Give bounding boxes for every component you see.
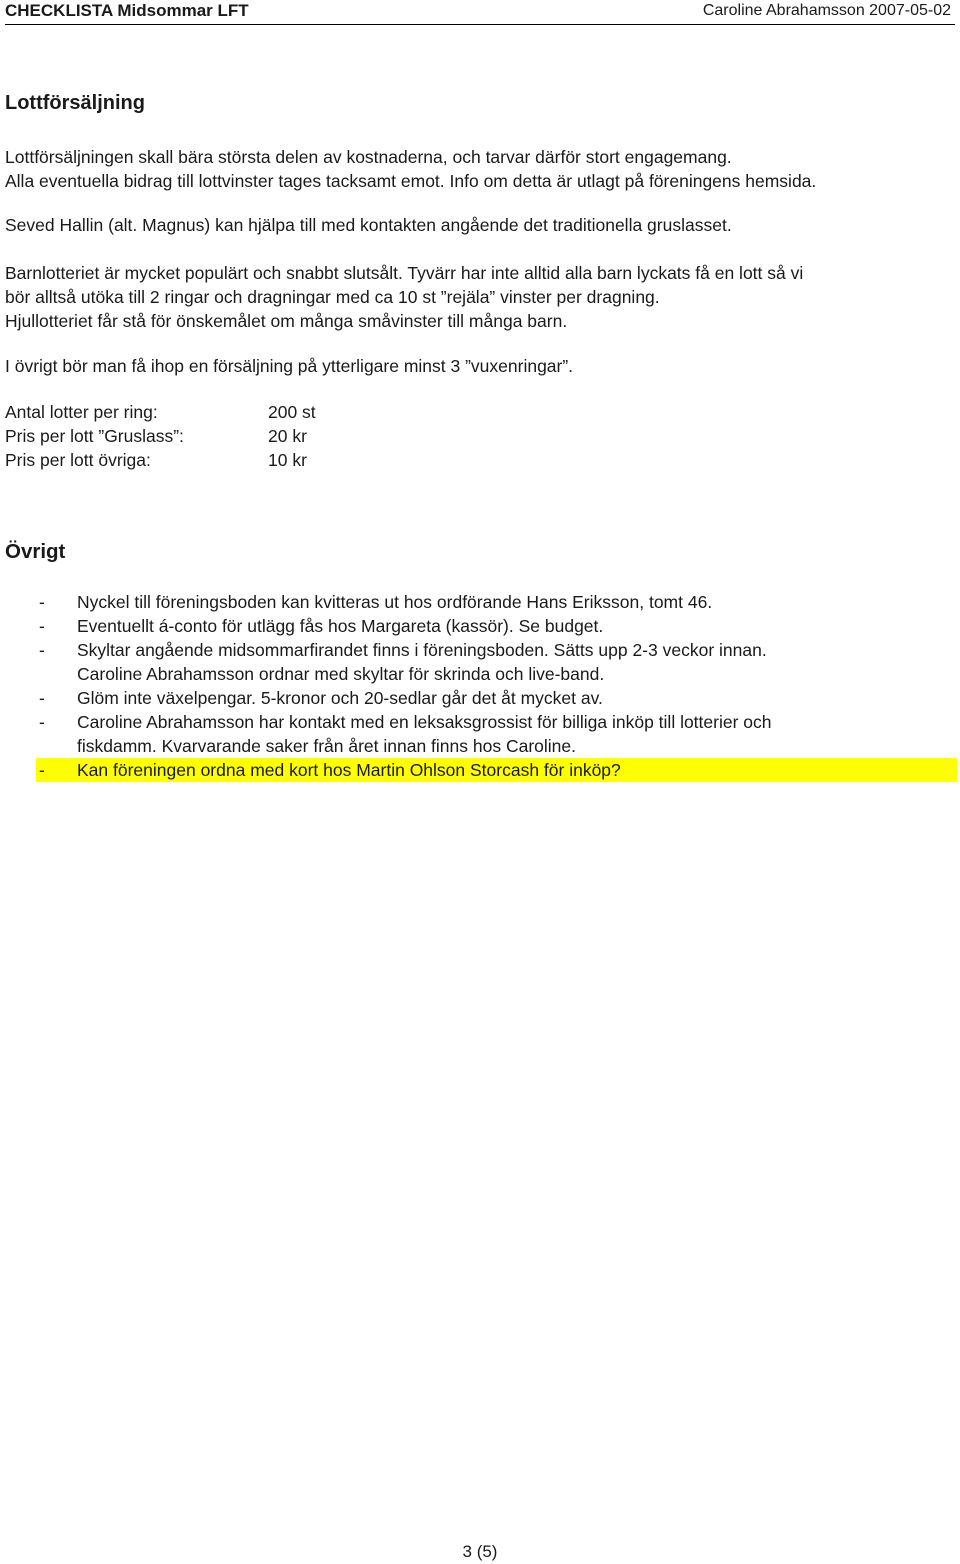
text-line: Hjullotteriet får stå för önskemålet om många småvinster till många barn. [5, 311, 568, 331]
paragraph-vuxenringar [5, 354, 955, 378]
paragraph-gruslass [5, 213, 955, 237]
text-line: Barnlotteriet är mycket populärt och snabbt slutsålt. Tyvärr har inte alltid alla barn lyckats få en lott så vi [5, 263, 804, 283]
text-line: Lottförsäljningen skall bära största delen av kostnaderna, och tarvar därför stort engagemang. [5, 147, 732, 167]
page-header [5, 0, 955, 25]
list-item [0, 686, 960, 710]
text-line: Seved Hallin (alt. Magnus) kan hjälpa till med kontakten angående det traditionella gruslasset. [5, 215, 732, 235]
list-bullet: - [39, 712, 45, 732]
price-label: Pris per lott ”Gruslass”: [5, 426, 184, 446]
list-item-text: Glöm inte växelpengar. 5-kronor och 20-sedlar går det åt mycket av. [77, 688, 603, 708]
list-item-text: Skyltar angående midsommarfirandet finns i föreningsboden. Sätts upp 2-3 veckor innan. [77, 640, 767, 660]
list-item-text: Kan föreningen ordna med kort hos Martin Ohlson Storcash för inköp? [77, 760, 621, 780]
price-label: Pris per lott övriga: [5, 450, 151, 470]
list-item [0, 614, 960, 638]
list-item-text: Nyckel till föreningsboden kan kvitteras ut hos ordförande Hans Eriksson, tomt 46. [77, 592, 713, 612]
list-item-text: Eventuellt á-conto för utlägg fås hos Margareta (kassör). Se budget. [77, 616, 604, 636]
list-bullet: - [39, 616, 45, 636]
section-heading-ovrigt: Övrigt [5, 540, 66, 563]
list-item [0, 590, 960, 614]
price-value: 10 kr [268, 450, 307, 470]
text-line: bör alltså utöka till 2 ringar och dragningar med ca 10 st ”rejäla” vinster per dragning. [5, 287, 660, 307]
price-label: Antal lotter per ring: [5, 402, 158, 422]
paragraph-barnlotteriet [5, 261, 955, 333]
price-value: 200 st [268, 402, 316, 422]
page-number: 3 (5) [462, 1542, 498, 1561]
list-item-highlighted [36, 758, 957, 782]
price-value: 20 kr [268, 426, 307, 446]
list-item [0, 638, 960, 686]
list-item-text: Caroline Abrahamsson ordnar med skyltar för skrinda och live-band. [77, 664, 605, 684]
list-item-text: Caroline Abrahamsson har kontakt med en leksaksgrossist för billiga inköp till lotterier och [77, 712, 772, 732]
list-item [0, 710, 960, 758]
text-line: Alla eventuella bidrag till lottvinster tages tacksamt emot. Info om detta är utlagt på föreningens hemsida. [5, 171, 817, 191]
document-title: CHECKLISTA Midsommar LFT [5, 1, 249, 20]
list-bullet: - [39, 688, 45, 708]
text-line: I övrigt bör man få ihop en försäljning på ytterligare minst 3 ”vuxenringar”. [5, 356, 574, 376]
list-bullet: - [39, 592, 45, 612]
ovrigt-list [0, 590, 960, 782]
list-bullet: - [39, 760, 45, 780]
paragraph-costs [5, 145, 955, 193]
list-item-text: fiskdamm. Kvarvarande saker från året innan finns hos Caroline. [77, 736, 576, 756]
author-date: Caroline Abrahamsson 2007-05-02 [702, 2, 951, 19]
section-heading-lottforsaljning: Lottförsäljning [5, 92, 145, 114]
list-bullet: - [39, 640, 45, 660]
